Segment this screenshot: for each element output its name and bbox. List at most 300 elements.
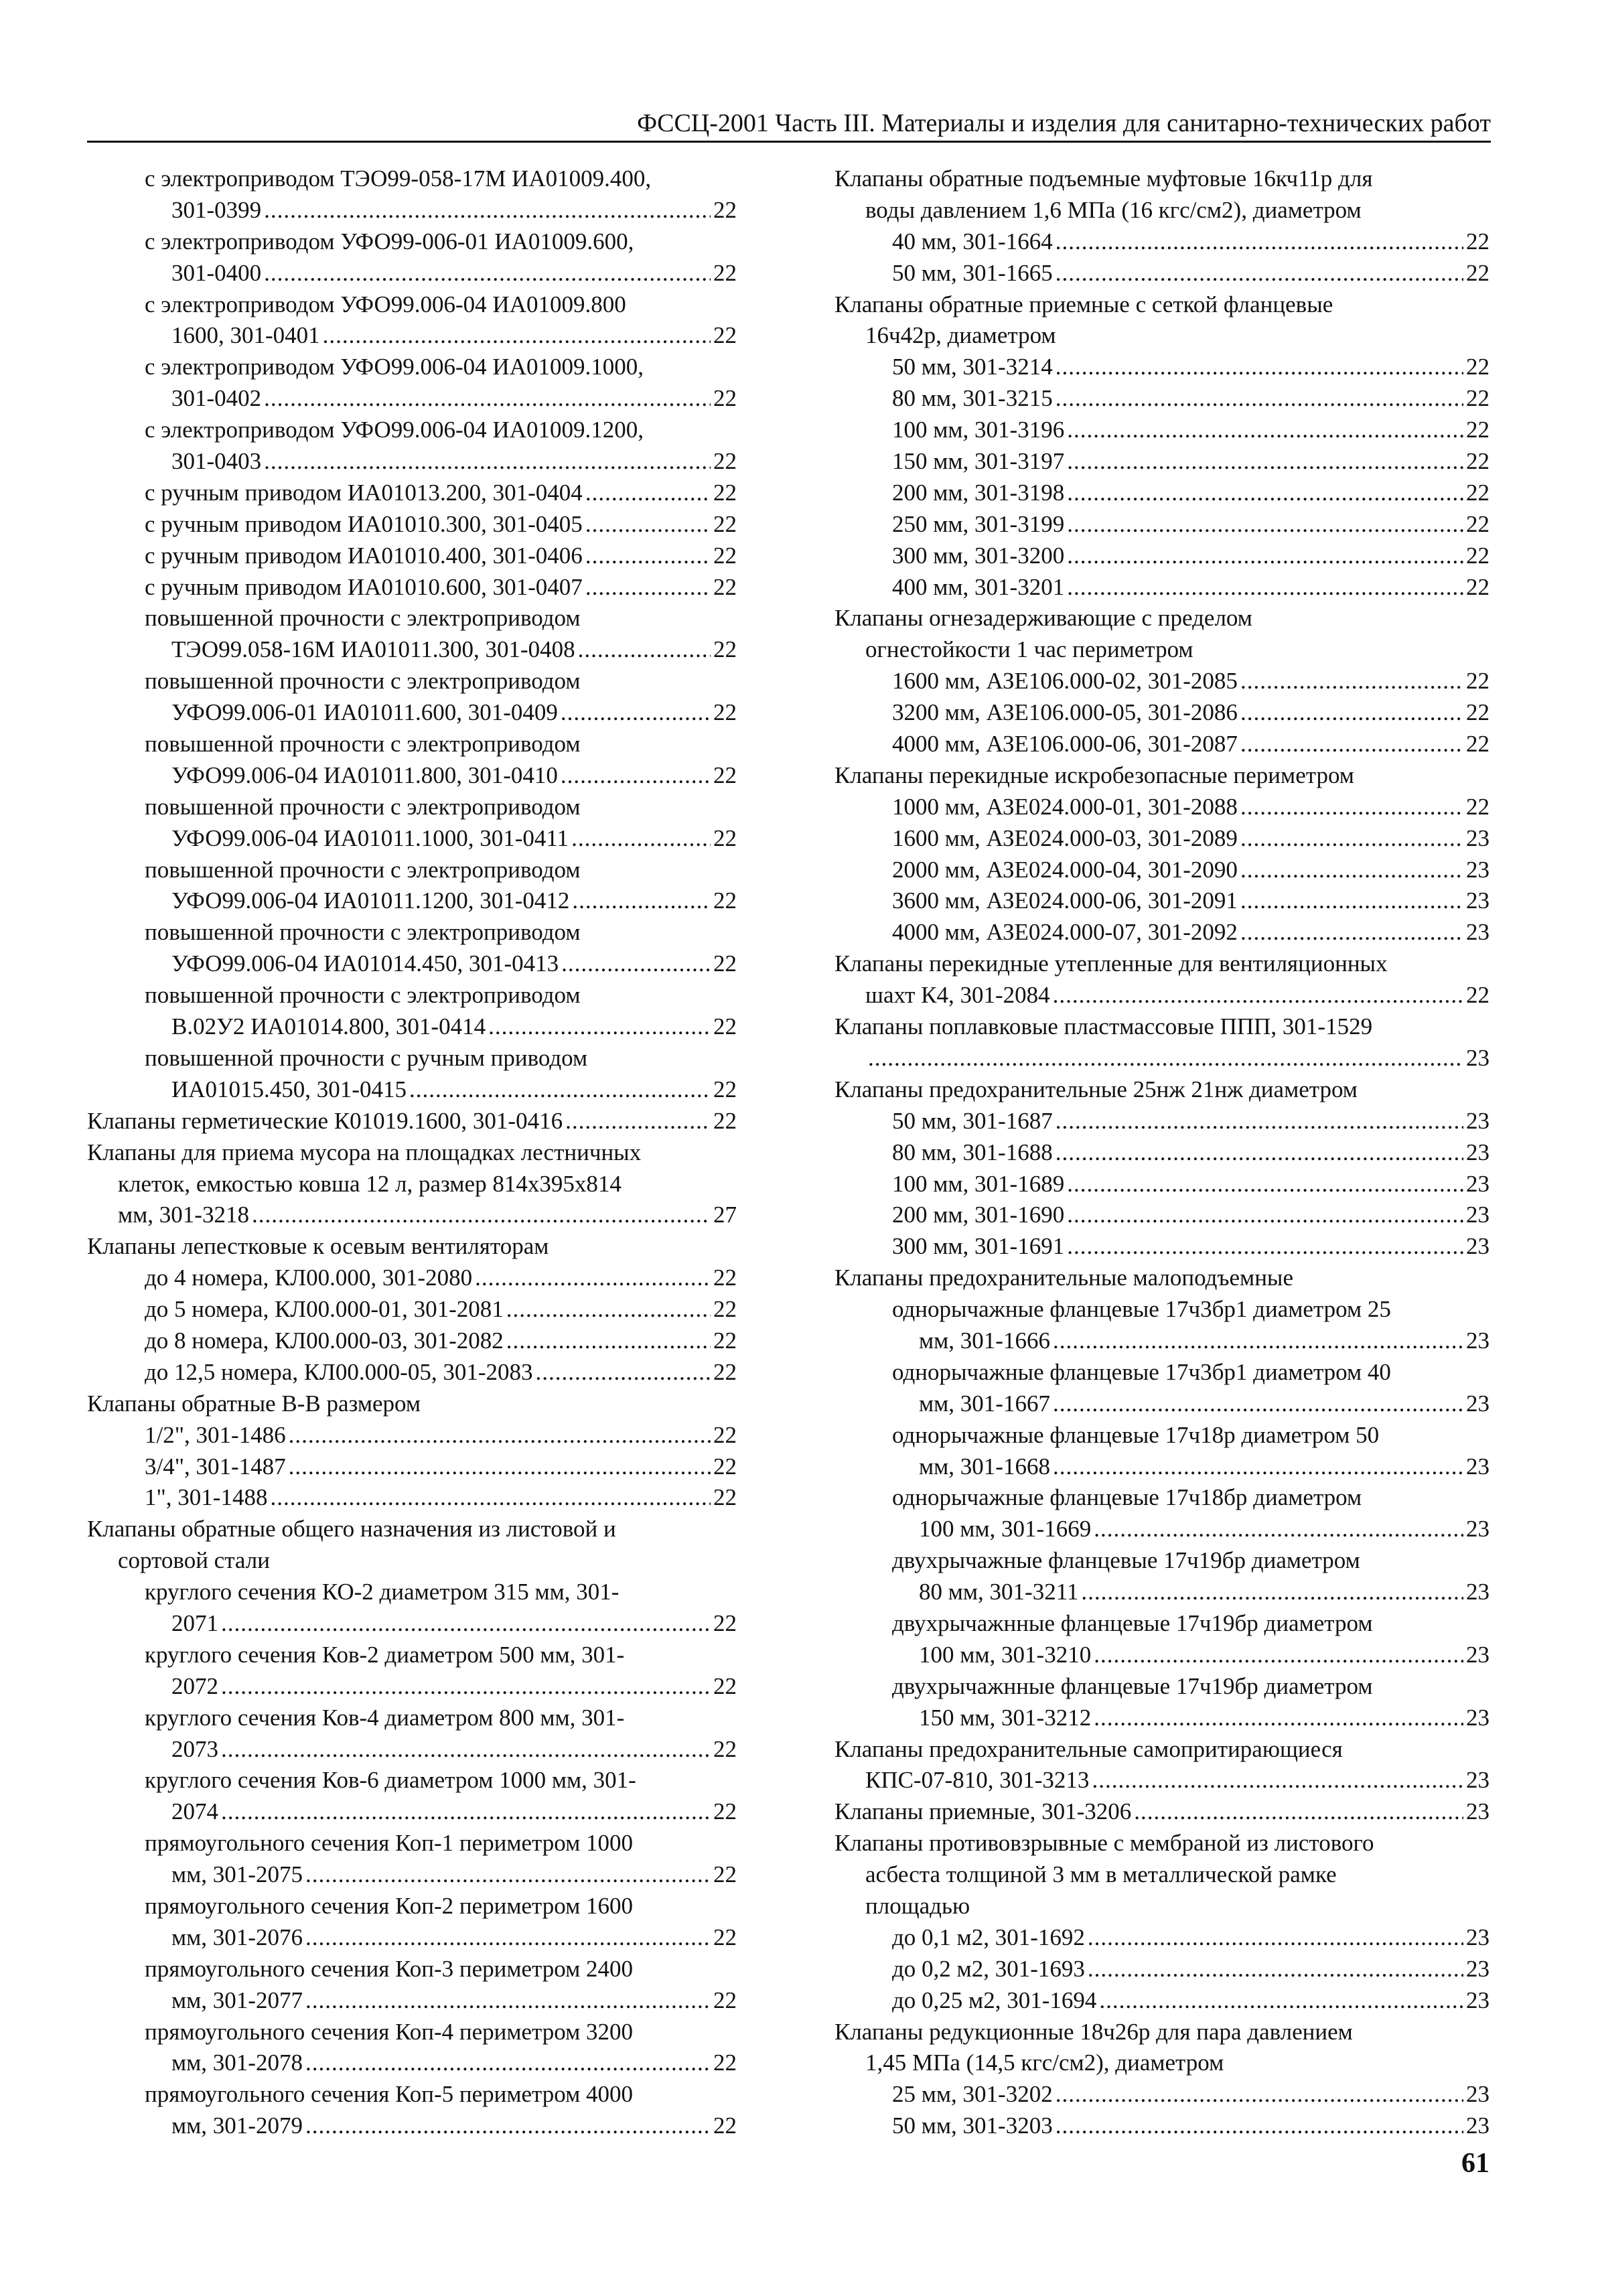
entry-page-number: 22 [1466,448,1490,475]
entry-text: 50 мм, 301-1665 [892,259,1053,286]
index-entry [87,1796,737,1828]
index-entry [87,1608,737,1640]
dot-leader [475,1263,711,1294]
index-entry [834,541,1490,572]
index-entry: Клапаны поплавковые пластмассовые ППП, 301-1529 [834,1013,1373,1040]
entry-page-number: 22 [713,762,737,788]
index-entry [87,885,737,917]
index-entry: с электроприводом УФО99.006-04 ИА01009.1200, [145,417,644,443]
index-entry [834,1137,1490,1169]
index-entry [87,1325,737,1357]
entry-text: 150 мм, 301-3197 [892,448,1065,475]
entry-page-number: 23 [1466,887,1490,914]
dot-leader [1240,885,1463,917]
entry-page-number: 23 [1466,824,1490,851]
index-entry: Клапаны перекидные утепленные для вентиляционных [834,950,1388,977]
index-entry [834,1231,1490,1263]
entry-text: 2073 [171,1735,218,1762]
entry-text: 40 мм, 301-1664 [892,228,1053,255]
entry-text: 3600 мм, АЗЕ024.000-06, 301-2091 [892,887,1238,914]
index-entry [834,415,1490,446]
entry-page-number: 22 [713,2050,737,2076]
entry-text: 200 мм, 301-1690 [892,1202,1065,1228]
index-entry [834,1106,1490,1137]
entry-page-number: 23 [1466,1955,1490,1982]
entry-text: мм, 301-2076 [171,1924,303,1950]
entry-text: 301-0403 [171,448,262,475]
dot-leader [1067,509,1463,541]
entry-page-number: 22 [1466,699,1490,726]
index-entry: однорычажные фланцевые 17ч18бр диаметром [892,1484,1362,1511]
index-entry: повышенной прочности с электроприводом [145,856,581,883]
entry-text: Клапаны герметические К01019.1600, 301-0416 [87,1107,563,1134]
entry-page-number: 22 [713,824,737,851]
entry-text: УФО99.006-04 ИА01011.800, 301-0410 [171,762,558,788]
entry-page-number: 22 [713,448,737,475]
entry-text: мм, 301-1667 [919,1390,1050,1417]
index-entry: двухрычажные фланцевые 17ч19бр диаметром [892,1547,1360,1574]
index-entry: Клапаны предохранительные малоподъемные [834,1265,1293,1291]
index-entry [834,1954,1490,1985]
index-entry: Клапаны редукционные 18ч26р для пара давлением [834,2018,1353,2045]
dot-leader [221,1734,711,1766]
entry-page-number: 23 [1466,1767,1490,1794]
entry-page-number: 23 [1466,1704,1490,1731]
entry-page-number: 22 [713,1484,737,1511]
entry-page-number: 23 [1466,1453,1490,1480]
entry-page-number: 23 [1466,1798,1490,1825]
dot-leader [1067,541,1463,572]
index-entry [87,478,737,509]
index-entry: прямоугольного сечения Коп-5 периметром 4000 [145,2081,634,2108]
index-entry: повышенной прочности с электроприводом [145,605,581,632]
entry-text: 1000 мм, АЗЕ024.000-01, 301-2088 [892,793,1238,820]
index-entry [834,1985,1490,2017]
entry-page-number: 22 [713,1327,737,1354]
index-entry: воды давлением 1,6 МПа (16 кгс/см2), диаметром [865,196,1362,223]
index-entry: Клапаны лепестковые к осевым вентиляторам [87,1233,549,1260]
index-entry [87,1357,737,1388]
entry-page-number: 23 [1466,1641,1490,1668]
index-entry: однорычажные фланцевые 17ч18р диаметром 50 [892,1421,1380,1448]
index-entry: Клапаны обратные подъемные муфтовые 16кч11р для [834,165,1373,192]
index-entry: двухрычажнные фланцевые 17ч19бр диаметром [892,1609,1373,1636]
dot-leader [571,823,711,855]
index-entry [834,383,1490,415]
entry-page-number: 22 [1466,385,1490,412]
entry-text: 3/4", 301-1487 [145,1453,286,1480]
index-entry: повышенной прочности с ручным приводом [145,1044,588,1071]
index-column-left [87,163,737,2142]
entry-text: 200 мм, 301-3198 [892,479,1065,506]
entry-page-number: 22 [1466,668,1490,695]
index-entry [87,258,737,289]
entry-page-number: 22 [713,385,737,412]
dot-leader [1240,823,1463,855]
index-entry [834,855,1490,886]
dot-leader [221,1608,711,1640]
entry-text: УФО99.006-04 ИА01014.450, 301-0413 [171,950,559,977]
index-entry [87,446,737,478]
index-entry: повышенной прочности с электроприводом [145,731,581,758]
entry-text: 301-0400 [171,259,262,286]
entry-text: 2072 [171,1672,218,1699]
index-entry [834,258,1490,289]
dot-leader [1067,1200,1463,1231]
entry-text: 50 мм, 301-3203 [892,2112,1053,2139]
index-entry [834,729,1490,760]
index-entry: повышенной прочности с электроприводом [145,668,581,695]
dot-leader [1053,1325,1463,1357]
entry-page-number: 22 [713,1861,737,1888]
entry-text: 4000 мм, АЗЕ024.000-07, 301-2092 [892,919,1238,946]
dot-leader [506,1294,711,1325]
entry-page-number: 23 [1466,1044,1490,1071]
header-title: ФССЦ-2001 Часть III. Материалы и изделия для санитарно-технических работ [637,109,1491,137]
entry-text: 1600 мм, АЗЕ024.000-03, 301-2089 [892,824,1238,851]
dot-leader [264,195,711,226]
index-entry [834,792,1490,823]
entry-page-number: 22 [1466,417,1490,443]
index-entry [834,1514,1490,1545]
dot-leader [1056,352,1463,383]
entry-page-number: 22 [713,1296,737,1323]
entry-text: с ручным приводом ИА01010.600, 301-0407 [145,573,583,600]
index-entry: 16ч42р, диаметром [865,322,1056,349]
dot-leader [1056,2110,1463,2142]
entry-text: до 0,2 м2, 301-1693 [892,1955,1085,1982]
index-entry: с электроприводом УФО99.006-04 ИА01009.800 [145,291,626,317]
dot-leader [1056,2079,1463,2110]
entry-page-number: 22 [1466,479,1490,506]
index-entry [87,320,737,352]
dot-leader [572,885,711,917]
index-entry [87,1859,737,1891]
entry-text: 80 мм, 301-1688 [892,1139,1053,1165]
dot-leader [1067,1169,1463,1200]
page-number: 61 [1461,2148,1490,2179]
index-entry [834,1577,1490,1608]
index-entry [87,948,737,980]
entry-page-number: 22 [713,1798,737,1825]
dot-leader [264,446,711,478]
dot-leader [1240,729,1463,760]
entry-text: 4000 мм, АЗЕ106.000-06, 301-2087 [892,731,1238,758]
dot-leader [289,1420,711,1451]
entry-text: 2074 [171,1798,218,1825]
entry-text: УФО99.006-04 ИА01011.1000, 301-0411 [171,824,569,851]
index-entry: с электроприводом УФО99-006-01 ИА01009.600, [145,228,634,255]
entry-text: 25 мм, 301-3202 [892,2081,1053,2108]
index-entry [834,1796,1490,1828]
dot-leader [1056,1106,1463,1137]
index-entry [834,1200,1490,1231]
index-entry [87,1922,737,1954]
index-entry [87,1420,737,1451]
entry-page-number: 23 [1466,1390,1490,1417]
index-entry [834,478,1490,509]
dot-leader [1056,383,1463,415]
index-entry [87,2048,737,2079]
dot-leader [252,1200,711,1231]
dot-leader [561,697,711,729]
entry-page-number: 22 [713,1735,737,1762]
entry-text: мм, 301-2077 [171,1987,303,2013]
dot-leader [305,2110,711,2142]
index-entry: круглого сечения Ков-6 диаметром 1000 мм, 301- [145,1767,636,1794]
index-entry: повышенной прочности с электроприводом [145,919,581,946]
index-entry: асбеста толщиной 3 мм в металлической рамке [865,1861,1337,1888]
entry-text: 1600, 301-0401 [171,322,320,349]
dot-leader [1056,258,1463,289]
index-entry [87,541,737,572]
running-header [87,106,1491,143]
entry-text: 301-0402 [171,385,262,412]
dot-leader [305,2048,711,2079]
dot-leader [305,1922,711,1954]
entry-page-number: 22 [713,1421,737,1448]
entry-text: 2071 [171,1609,218,1636]
dot-leader [305,1985,711,2017]
index-entry [834,666,1490,697]
index-entry: круглого сечения КО-2 диаметром 315 мм, 301- [145,1579,620,1605]
entry-text: 1", 301-1488 [145,1484,268,1511]
index-entry [834,2079,1490,2110]
index-entry: Клапаны обратные общего назначения из листовой и [87,1516,616,1542]
dot-leader [1056,1137,1463,1169]
entry-page-number: 22 [713,1987,737,2013]
entry-page-number: 22 [1466,354,1490,380]
dot-leader [305,1859,711,1891]
entry-page-number: 23 [1466,856,1490,883]
entry-page-number: 23 [1466,1107,1490,1134]
dot-leader [561,948,711,980]
entry-text: 1/2", 301-1486 [145,1421,286,1448]
entry-text: ИА01015.450, 301-0415 [171,1076,407,1102]
dot-leader [1067,446,1463,478]
dot-leader [1053,1451,1463,1483]
entry-page-number: 27 [713,1202,737,1228]
index-entry [87,760,737,792]
entry-page-number: 22 [713,196,737,223]
entry-page-number: 22 [1466,228,1490,255]
entry-text: до 0,25 м2, 301-1694 [892,1987,1097,2013]
entry-text: мм, 301-1666 [919,1327,1050,1354]
entry-page-number: 22 [1466,542,1490,569]
entry-page-number: 23 [1466,1987,1490,2013]
index-entry [87,1200,737,1231]
entry-text: ТЭО99.058-16М ИА01011.300, 301-0408 [171,636,575,663]
entry-page-number: 22 [713,1013,737,1040]
dot-leader [578,634,711,666]
index-entry [87,1734,737,1766]
dot-leader [585,541,711,572]
dot-leader [323,320,711,352]
index-entry [834,1388,1490,1420]
entry-page-number: 22 [713,1609,737,1636]
entry-page-number: 23 [1466,1327,1490,1354]
dot-leader [1094,1514,1463,1545]
entry-page-number: 22 [713,636,737,663]
index-entry [87,1985,737,2017]
dot-leader [1088,1922,1463,1954]
entry-page-number: 22 [713,479,737,506]
entry-text: УФО99.006-01 ИА01011.600, 301-0409 [171,699,558,726]
index-entry [87,572,737,603]
entry-text: с ручным приводом ИА01013.200, 301-0404 [145,479,583,506]
dot-leader [585,572,711,603]
entry-page-number: 22 [713,2112,737,2139]
dot-leader [221,1671,711,1703]
dot-leader [1240,855,1463,886]
index-entry [834,446,1490,478]
index-entry [834,572,1490,603]
index-entry [834,1325,1490,1357]
index-entry [87,2110,737,2142]
index-entry [834,509,1490,541]
entry-page-number: 22 [1466,573,1490,600]
index-entry [834,1640,1490,1671]
entry-text: 300 мм, 301-3200 [892,542,1065,569]
entry-text: 150 мм, 301-3212 [919,1704,1092,1731]
index-entry: 1,45 МПа (14,5 кгс/см2), диаметром [865,2050,1224,2076]
dot-leader [1067,1231,1463,1263]
index-entry: прямоугольного сечения Коп-4 периметром 3200 [145,2018,634,2045]
dot-leader [1240,792,1463,823]
entry-page-number: 23 [1466,2081,1490,2108]
index-entry: однорычажные фланцевые 17ч3бр1 диаметром 40 [892,1358,1391,1385]
entry-page-number: 22 [713,259,737,286]
entry-page-number: 22 [713,573,737,600]
entry-page-number: 23 [1466,2112,1490,2139]
index-column-right [834,163,1490,2142]
dot-leader [1240,697,1463,729]
dot-leader [221,1796,711,1828]
index-entry [834,917,1490,948]
dot-leader [565,1106,711,1137]
dot-leader [1067,415,1463,446]
index-entry [87,195,737,226]
index-entry: Клапаны обратные приемные с сеткой фланцевые [834,291,1333,317]
entry-text: 250 мм, 301-3199 [892,510,1065,537]
index-entry: клеток, емкостью ковша 12 л, размер 814х395х814 [118,1170,622,1197]
index-entry: однорычажные фланцевые 17ч3бр1 диаметром 25 [892,1296,1391,1323]
entry-page-number: 22 [1466,259,1490,286]
entry-text: 50 мм, 301-3214 [892,354,1053,380]
entry-text: мм, 301-2078 [171,2050,303,2076]
index-entry: Клапаны предохранительные самопритирающиеся [834,1735,1343,1762]
entry-text: до 12,5 номера, КЛ00.000-05, 301-2083 [145,1358,533,1385]
entry-text: 2000 мм, АЗЕ024.000-04, 301-2090 [892,856,1238,883]
dot-leader [1053,980,1463,1011]
entry-page-number: 23 [1466,1202,1490,1228]
entry-text: УФО99.006-04 ИА01011.1200, 301-0412 [171,887,570,914]
entry-text: до 8 номера, КЛ00.000-03, 301-2082 [145,1327,504,1354]
dot-leader [585,478,711,509]
index-entry [834,2110,1490,2142]
index-entry [834,1043,1490,1074]
index-entry [87,1671,737,1703]
entry-page-number: 22 [713,1107,737,1134]
entry-page-number: 23 [1466,1170,1490,1197]
dot-leader [1240,666,1463,697]
index-entry [834,1169,1490,1200]
index-entry [834,352,1490,383]
index-entry: сортовой стали [118,1547,270,1574]
index-entry [834,697,1490,729]
entry-page-number: 23 [1466,1139,1490,1165]
index-entry [87,697,737,729]
dot-leader [1240,917,1463,948]
index-entry: площадью [865,1892,970,1919]
dot-leader [264,383,711,415]
index-entry: Клапаны предохранительные 25нж 21нж диаметром [834,1076,1358,1102]
entry-text: мм, 301-2075 [171,1861,303,1888]
entry-page-number: 22 [1466,793,1490,820]
dot-leader [1099,1985,1463,2017]
dot-leader [1067,478,1463,509]
entry-text: мм, 301-3218 [118,1202,249,1228]
entry-page-number: 22 [713,699,737,726]
dot-leader [585,509,711,541]
dot-leader [1088,1954,1463,1985]
entry-page-number: 23 [1466,1579,1490,1605]
index-entry [87,1011,737,1043]
index-entry: повышенной прочности с электроприводом [145,793,581,820]
index-entry [834,1451,1490,1483]
dot-leader [1056,226,1463,258]
entry-page-number: 22 [713,1076,737,1102]
dot-leader [1053,1388,1463,1420]
index-entry [87,1106,737,1137]
entry-text: с ручным приводом ИА01010.300, 301-0405 [145,510,583,537]
dot-leader [289,1451,711,1483]
index-entry: огнестойкости 1 час периметром [865,636,1193,663]
entry-text: 301-0399 [171,196,262,223]
dot-leader [1067,572,1463,603]
index-entry [87,1482,737,1514]
index-entry: прямоугольного сечения Коп-2 периметром 1600 [145,1892,634,1919]
index-entry: повышенной прочности с электроприводом [145,982,581,1009]
entry-text: 3200 мм, АЗЕ106.000-05, 301-2086 [892,699,1238,726]
index-entry [87,1263,737,1294]
index-entry: Клапаны противовзрывные с мембраной из листового [834,1830,1374,1857]
index-entry: Клапаны для приема мусора на площадках лестничных [87,1139,642,1165]
dot-leader [1094,1640,1463,1671]
entry-page-number: 23 [1466,1233,1490,1260]
index-entry [87,509,737,541]
index-entry [87,1294,737,1325]
index-entry [87,634,737,666]
entry-text: КПС-07-810, 301-3213 [865,1767,1090,1794]
entry-text: с ручным приводом ИА01010.400, 301-0406 [145,542,583,569]
entry-page-number: 22 [713,950,737,977]
entry-text: до 0,1 м2, 301-1692 [892,1924,1085,1950]
entry-text: шахт К4, 301-2084 [865,982,1050,1009]
dot-leader [506,1325,711,1357]
entry-text: мм, 301-1668 [919,1453,1050,1480]
entry-page-number: 22 [713,1265,737,1291]
index-entry: двухрычажнные фланцевые 17ч19бр диаметром [892,1672,1373,1699]
dot-leader [1134,1796,1463,1828]
index-entry [834,1922,1490,1954]
index-entry: с электроприводом ТЭО99-058-17М ИА01009.400, [145,165,652,192]
entry-text: 50 мм, 301-1687 [892,1107,1053,1134]
index-entry [834,980,1490,1011]
index-entry: прямоугольного сечения Коп-3 периметром 2400 [145,1955,634,1982]
dot-leader [409,1074,711,1106]
entry-page-number: 22 [713,1924,737,1950]
